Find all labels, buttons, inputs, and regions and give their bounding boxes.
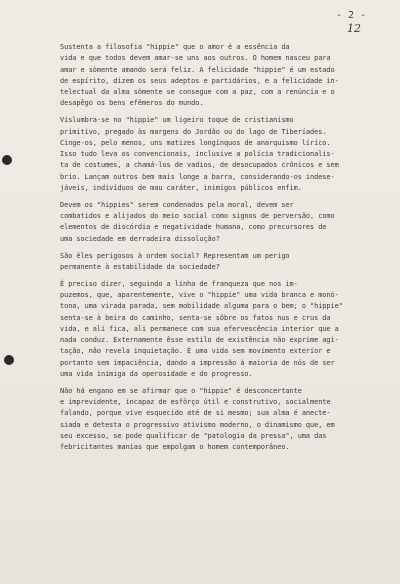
text-line: senta-se à beira do caminho, senta-se sôbre os fatos nus e crus da bbox=[60, 313, 331, 322]
paragraph bbox=[60, 279, 390, 381]
text-line: brio. Lançam outros bem mais longe a barra, considerando-os indese- bbox=[60, 172, 335, 181]
text-line: permanente à estabilidade da sociedade? bbox=[60, 262, 220, 271]
text-line: ta de costumes, a chamá-los de vadios, de desocupados crônicos e sem bbox=[60, 161, 339, 170]
text-line: Não há engano em se afirmar que o "hippie" é desconcertante bbox=[60, 386, 302, 395]
text-line: nada conduz. Externamente êsse estilo de existência não exprime agi- bbox=[60, 336, 339, 345]
text-line: falando, porque vive esquecido até de si mesmo; sua alma é anecte- bbox=[60, 409, 331, 418]
page-number: - 2 - bbox=[336, 10, 367, 21]
text-line: de espírito, dizem os seus adeptos e partidários, e a felicidade in- bbox=[60, 76, 339, 85]
text-line: jáveis, indivíduos de mau caráter, inimigos públicos enfim. bbox=[60, 184, 302, 193]
text-line: tação, não revela inquietação. É uma vida sem movimento exterior e bbox=[60, 347, 331, 356]
text-line: Devem os "hippies" serem condenados pela moral, devem ser bbox=[60, 200, 294, 209]
text-line: primitivo, pregado às margens do Jordão ou do lago de Tiberíades. bbox=[60, 127, 327, 136]
text-line: amar e sòmente amando será feliz. A felicidade "hippie" é um estado bbox=[60, 65, 335, 74]
paragraph bbox=[60, 251, 390, 274]
text-line: combatidos e alijados do meio social como signos de perversão, como bbox=[60, 212, 335, 221]
paragraph bbox=[60, 200, 390, 245]
binder-hole-bottom bbox=[4, 355, 14, 365]
text-line: febricitantes manias que empolgam o homem contemporâneo. bbox=[60, 443, 290, 452]
text-line: seu excesso, se pode qualificar de "patologia da pressa", uma das bbox=[60, 432, 327, 440]
text-line: uma vida inimiga da operosidade e do progresso. bbox=[60, 370, 253, 379]
binder-hole-top bbox=[2, 155, 12, 165]
text-line: vida, e ali fica, ali permanece com sua efervescência interior que a bbox=[60, 324, 339, 333]
text-line: portanto sem impaciência, dando a impressão à maioria de nós de ser bbox=[60, 358, 335, 367]
handwritten-page-number: 12 bbox=[347, 22, 361, 35]
paragraph bbox=[60, 386, 390, 454]
text-line: uma sociedade em derradeira dissolução? bbox=[60, 234, 220, 243]
text-line: e imprevidente, incapaz de esfôrço útil e construtivo, socialmente bbox=[60, 398, 331, 407]
text-line: Isso tudo leva os convencionais, inclusive a polícia tradicionalis- bbox=[60, 150, 335, 159]
text-line: telectual da alma sòmente se consegue com a paz, com a renúncia e o bbox=[60, 88, 335, 97]
text-line: Cinge-os, pelo menos, uns matizes longínquos de anarquismo lírico. bbox=[60, 138, 331, 147]
text-line: São êles perigosos à ordem social? Representam um perigo bbox=[60, 251, 290, 260]
text-line: siada e detesta o progressivo ativismo moderno, o dinamismo que, em bbox=[60, 420, 335, 429]
paragraph bbox=[60, 42, 390, 110]
text-line: É preciso dizer, seguindo a linha de franqueza que nos im- bbox=[60, 279, 298, 288]
text-line: Sustenta a filosofia "hippie" que o amor é a essência da bbox=[60, 43, 290, 51]
text-line: tona, uma virada parada, sem mobilidade alguma para o bem; o "hippie" bbox=[60, 302, 343, 311]
text-line: vida e que todos devem amar-se uns aos outros. O homem nasceu para bbox=[60, 54, 331, 63]
document-body bbox=[60, 42, 390, 456]
text-line: Vislumbra-se no "hippie" um ligeiro toque de cristianismo bbox=[60, 116, 294, 125]
text-line: elementos de discórdia e negatividade humana, como precursores de bbox=[60, 223, 327, 232]
paragraph bbox=[60, 115, 390, 194]
text-line: desapêgo os bens efêmeros do mundo. bbox=[60, 99, 204, 108]
text-line: puzemos, que, aparentemente, vive o "hippie" uma vida branca e monó- bbox=[60, 290, 339, 299]
